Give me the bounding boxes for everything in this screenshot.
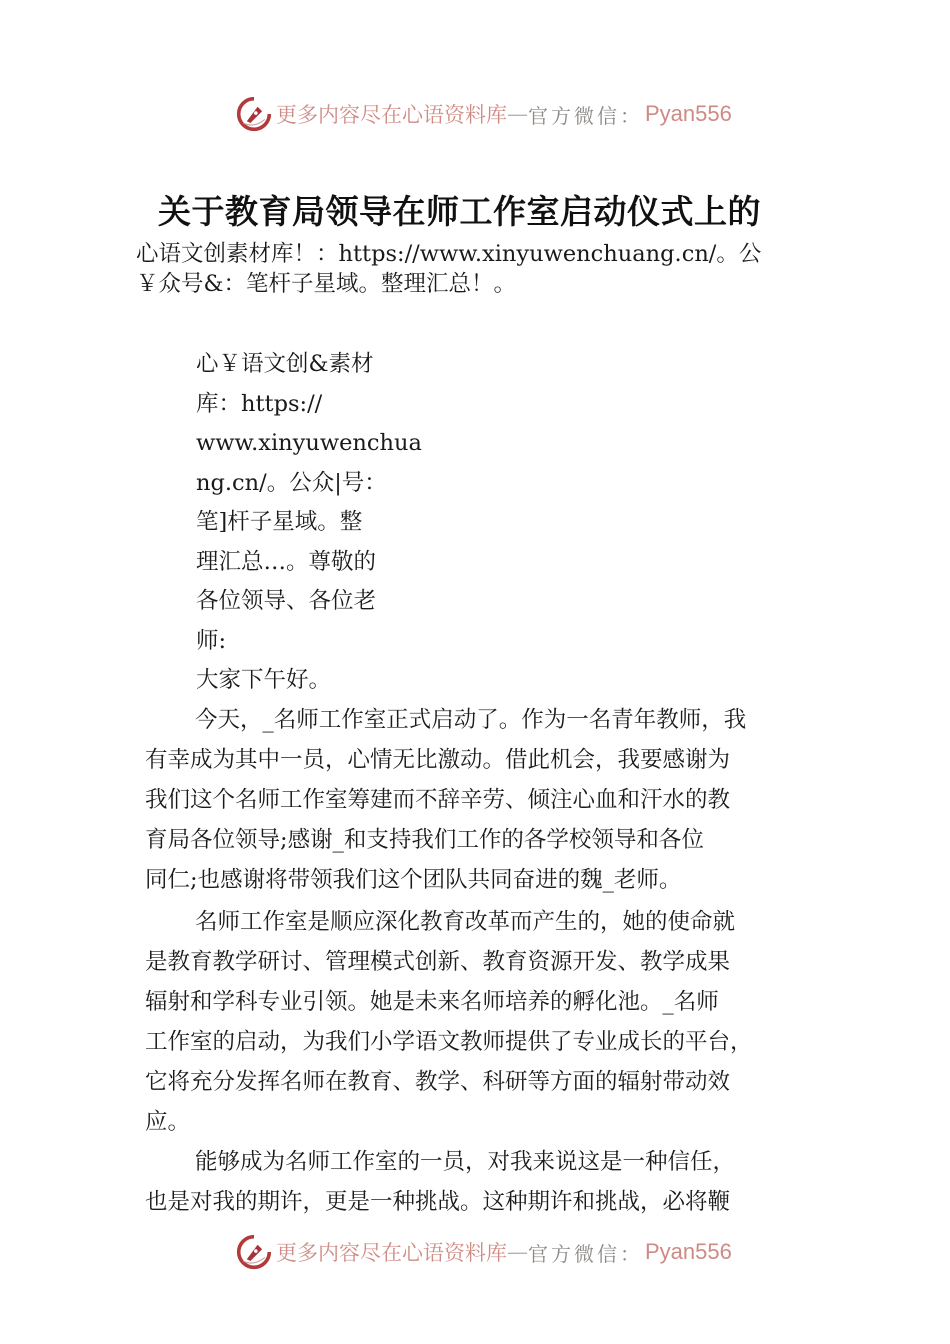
narrow-line: 师: — [196, 627, 227, 654]
narrow-line: 笔]杆子星域。整 — [196, 509, 363, 535]
narrow-line: 库：https:// — [196, 390, 323, 417]
watermark-wechat-handle: Pyan556 — [645, 1239, 732, 1264]
narrow-line: 各位领导、各位老 — [196, 588, 377, 614]
paragraph-line: 有幸成为其中一员，心情无比激动。借此机会，我要感谢为 — [145, 747, 731, 773]
watermark-banner-bottom — [236, 1232, 732, 1272]
pen-nib-seal-icon — [236, 96, 272, 132]
paragraph-line: 工作室的启动，为我们小学语文教师提供了专业成长的平台， — [145, 1029, 753, 1055]
source-line: 心语文创素材库！：https://www.xinyuwenchuang.cn/。公 — [136, 241, 762, 267]
watermark-wechat-label: 官方微信： — [528, 1241, 643, 1266]
watermark-dash: — — [507, 102, 528, 126]
watermark-banner-top — [236, 94, 732, 134]
paragraph-line: 它将充分发挥名师在教育、教学、科研等方面的辐射带动效 — [145, 1069, 731, 1095]
narrow-line: 心￥语文创&素材 — [196, 351, 374, 377]
narrow-line: 大家下午好。 — [196, 667, 332, 693]
narrow-line: 理汇总…。尊敬的 — [196, 548, 377, 575]
watermark-text: 更多内容尽在心语资料库 — [276, 103, 507, 127]
paragraph-line: 名师工作室是顺应深化教育改革而产生的，她的使命就 — [195, 909, 736, 935]
watermark-wechat-handle: Pyan556 — [645, 101, 732, 126]
narrow-line: ng.cn/。公众|号： — [196, 469, 387, 496]
narrow-column — [196, 345, 422, 701]
watermark-text: 更多内容尽在心语资料库 — [276, 1241, 507, 1265]
narrow-line: www.xinyuwenchua — [196, 430, 422, 456]
watermark-wechat-label: 官方微信： — [528, 103, 643, 128]
paragraph-line: 我们这个名师工作室筹建而不辞辛劳、倾注心血和汗水的教 — [145, 787, 731, 813]
paragraph-line: 同仁;也感谢将带领我们这个团队共同奋进的魏_老师。 — [145, 867, 682, 893]
pen-nib-seal-icon — [236, 1234, 272, 1270]
source-line: ￥众号&：笔杆子星域。整理汇总！。 — [136, 271, 517, 297]
paragraph-line: 应。 — [145, 1109, 191, 1135]
paragraph-line: 也是对我的期许，更是一种挑战。这种期许和挑战，必将鞭 — [145, 1189, 731, 1215]
paragraph-line: 今天，_名师工作室正式启动了。作为一名青年教师，我 — [195, 707, 747, 733]
watermark-dash: — — [507, 1240, 528, 1264]
paragraph-line: 育局各位领导;感谢_和支持我们工作的各学校领导和各位 — [145, 827, 704, 853]
document-title: 关于教育局领导在师工作室启动仪式上的 — [158, 192, 761, 231]
paragraph-line: 辐射和学科专业引领。她是未来名师培养的孵化池。_名师 — [145, 989, 719, 1015]
paragraph-line: 能够成为名师工作室的一员，对我来说这是一种信任， — [195, 1149, 736, 1175]
paragraph-line: 是教育教学研讨、管理模式创新、教育资源开发、教学成果 — [145, 949, 731, 975]
